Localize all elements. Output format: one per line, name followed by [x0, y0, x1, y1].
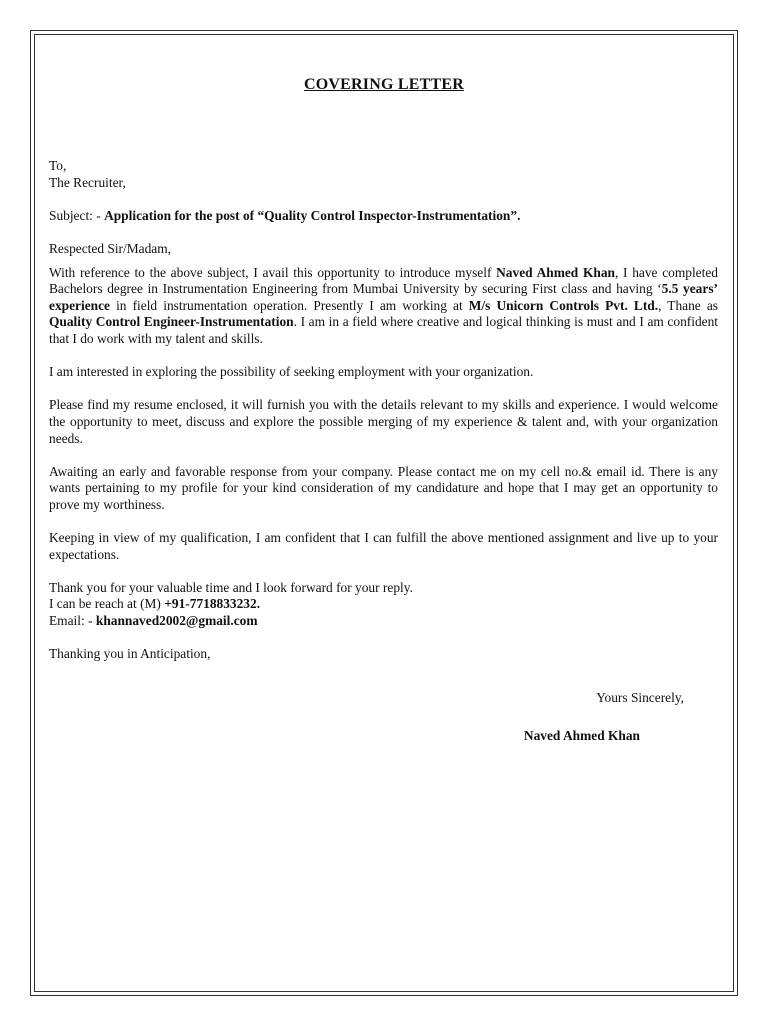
- greeting: Respected Sir/Madam,: [49, 240, 171, 256]
- paragraph-awaiting: Awaiting an early and favorable response from your company. Please contact me on my cell no.& email id. There is any wants pertaining to my profile for your kind consideration of my candidature and hope that I may get an opportunity to prove my worthiness.: [49, 463, 718, 512]
- intro-text-b: , I have completed Bachelors degree in Instrumentation Engineering from Mumbai University by securing First class and having ‘: [49, 264, 718, 297]
- experience-years: 5.5 years’ experience: [49, 281, 718, 313]
- phone-number: +91-7718833232.: [164, 596, 261, 612]
- intro-text-c: in field instrumentation operation. Presently I am working at: [109, 297, 463, 313]
- current-company: M/s Unicorn Controls Pvt. Ltd.: [468, 297, 659, 313]
- subject-line: [49, 208, 718, 225]
- paragraph-interest: I am interested in exploring the possibility of seeking employment with your organization.: [49, 364, 534, 380]
- letter-title: COVERING LETTER: [304, 76, 464, 93]
- closing-line: Thanking you in Anticipation,: [49, 646, 211, 662]
- thanks-line: Thank you for your valuable time and I look forward for your reply.: [49, 579, 413, 595]
- subject-label: Subject: -: [49, 207, 101, 223]
- paragraph-resume: Please find my resume enclosed, it will furnish you with the details relevant to my skills and experience. I would welcome the opportunity to meet, discuss and explore the possible merging of my experience & talent and, with your organization needs.: [49, 397, 718, 446]
- current-role: Quality Control Engineer-Instrumentation: [49, 314, 294, 330]
- email-label: Email: -: [49, 613, 93, 629]
- recipient: The Recruiter,: [49, 174, 126, 190]
- signature-name: Naved Ahmed Khan: [523, 728, 640, 743]
- reach-label: I can be reach at (M): [49, 596, 161, 612]
- subject-text: Application for the post of “Quality Control Inspector-Instrumentation”.: [104, 207, 521, 223]
- paragraph-qualification: Keeping in view of my qualification, I am confident that I can fulfill the above mentioned assignment and live up to your expectations.: [49, 530, 718, 562]
- contact-phone-line: [49, 596, 718, 613]
- paragraph-intro: [49, 265, 718, 348]
- intro-text-d: , Thane as: [658, 297, 718, 313]
- intro-text-e: . I am in a field where creative and logical thinking is must and I am confident that I do work with my talent and skills.: [49, 314, 719, 346]
- signoff: Yours Sincerely,: [596, 690, 684, 705]
- email-address: khannaved2002@gmail.com: [95, 613, 258, 629]
- letter-body: [49, 158, 718, 663]
- salutation-to: To,: [49, 158, 67, 173]
- applicant-name: Naved Ahmed Khan: [496, 264, 615, 280]
- intro-text-a: With reference to the above subject, I avail this opportunity to introduce myself: [49, 264, 492, 280]
- contact-email-line: [49, 613, 718, 630]
